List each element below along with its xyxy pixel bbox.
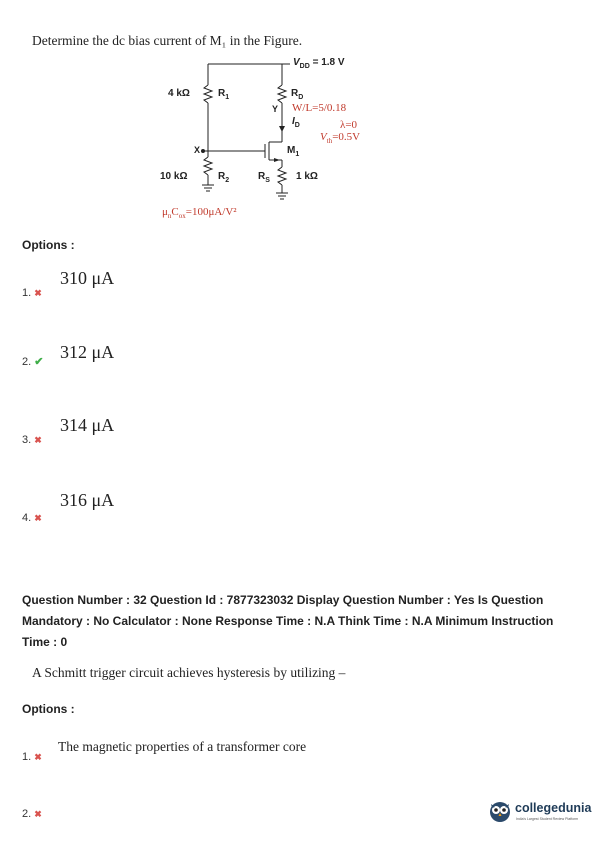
m1-label: $M_1$: [287, 145, 300, 158]
correct-mark-icon: ✔: [34, 356, 44, 368]
question-1-text: Determine the dc bias current of M₁ in the Figure.: [32, 33, 303, 48]
lambda-value: λ=0: [340, 119, 358, 131]
resistor-rd: [278, 85, 286, 103]
id-label: $I_D$: [292, 116, 300, 129]
q2-option-1-value[interactable]: The magnetic properties of a transformer core: [58, 739, 307, 754]
owl-logo-icon: [488, 799, 512, 823]
question-2-meta: Question Number : 32 Question Id : 7877323032 Display Question Number : Yes Is Question Mandatory : No Calculator : None Response Time : N.A Think Time : N.A Minimum Instruction Time : 0: [22, 593, 554, 649]
wrong-mark-icon: ✖: [34, 752, 42, 762]
rs-value: 1 kΩ: [296, 171, 318, 182]
question-2-text: A Schmitt trigger circuit achieves hysteresis by utilizing –: [32, 665, 346, 680]
node-y-label: Y: [272, 104, 279, 114]
q2-option-2-number: 2. ✖: [22, 808, 42, 820]
node-x-label: X: [194, 145, 201, 155]
wrong-mark-icon: ✖: [34, 435, 42, 445]
collegedunia-logo: [488, 797, 592, 829]
r2-value: 10 kΩ: [160, 171, 188, 182]
m1-source-arrow: [274, 158, 280, 162]
option-1-number: 1. ✖: [22, 287, 42, 299]
option-3-number: 3. ✖: [22, 434, 42, 446]
resistor-r2: [204, 157, 212, 175]
option-4-number: 4. ✖: [22, 512, 42, 524]
wrong-mark-icon: ✖: [34, 809, 42, 819]
wrong-mark-icon: ✖: [34, 513, 42, 523]
vdd-label: $V_{DD} = 1.8$ V: [293, 57, 345, 70]
options-label-q2: Options :: [22, 702, 75, 716]
logo-name: collegedunia: [515, 801, 592, 815]
vth-value: $V_{th}=0.5V$: [320, 131, 361, 146]
option-1-value[interactable]: 310 μA: [60, 268, 115, 288]
rd-label: $R_D$: [291, 88, 304, 101]
options-label-q1: Options :: [22, 238, 75, 252]
rs-label: $R_S$: [258, 171, 270, 184]
wl-ratio: W/L=5/0.18: [292, 102, 347, 114]
id-arrow: [279, 126, 285, 132]
logo-tagline: India's Largest Student Review Platform: [516, 817, 579, 821]
option-4-value[interactable]: 316 μA: [60, 490, 115, 510]
q2-option-1-number: 1. ✖: [22, 751, 42, 763]
wrong-mark-icon: ✖: [34, 288, 42, 298]
resistor-rs: [278, 167, 286, 185]
r2-label: $R_2$: [218, 171, 230, 184]
r1-value: 4 kΩ: [168, 88, 190, 99]
option-2-number: 2. ✔: [22, 356, 44, 368]
mucox-value: $\mu_nC_{ox}=100\mu A/V^2$: [162, 206, 237, 221]
resistor-r1: [204, 85, 212, 103]
option-2-value[interactable]: 312 μA: [60, 342, 115, 362]
option-3-value[interactable]: 314 μA: [60, 415, 115, 435]
r1-label: $R_1$: [218, 88, 230, 101]
